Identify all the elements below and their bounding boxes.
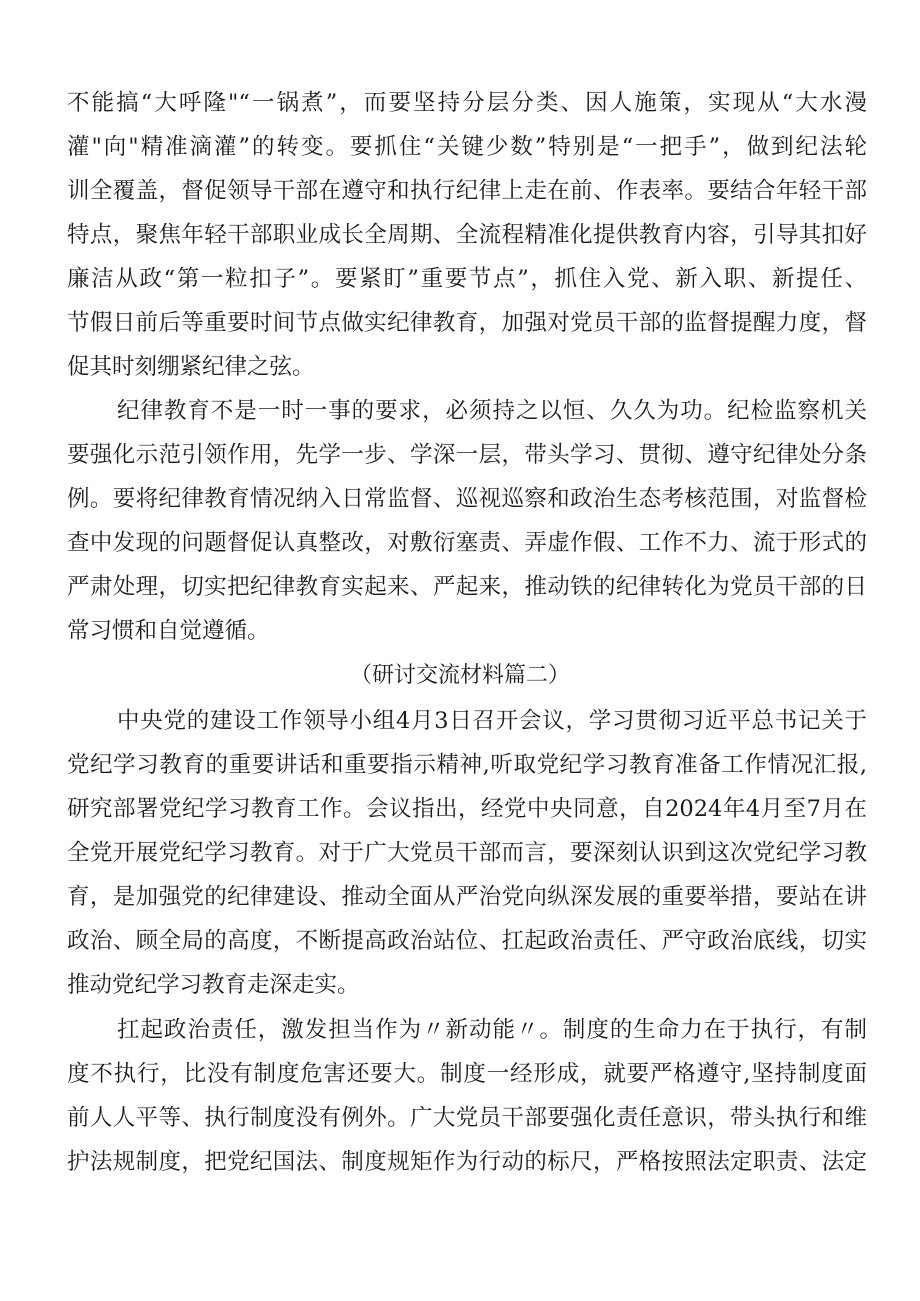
paragraph-line: 纪律教育不是一时一事的要求，必须持之以恒、久久为功。纪检监察机关 (117, 398, 867, 424)
paragraph-line: 常习惯和自觉遵循。 (67, 618, 270, 644)
paragraph-line: 查中发现的问题督促认真整改，对敷衍塞责、弄虚作假、工作不力、流于形式的 (67, 530, 867, 556)
paragraph-line: 前人人平等、执行制度没有例外。广大党员干部要强化责任意识，带头执行和维 (67, 1105, 867, 1131)
paragraph-line: 扛起政治责任，激发担当作为〃新动能〃。制度的生命力在于执行，有制 (117, 1017, 867, 1043)
paragraph-line: 护法规制度，把党纪国法、制度规矩作为行动的标尺，严格按照法定职责、法定 (67, 1149, 867, 1175)
paragraph-line: 例。要将纪律教育情况纳入日常监督、巡视巡察和政治生态考核范围，对监督检 (67, 486, 867, 512)
paragraph-line: 不能搞“大呼隆"“一锅煮”，而要坚持分层分类、因人施策，实现从“大水漫 (67, 90, 867, 116)
paragraph-line: 政治、顾全局的高度，不断提高政治站位、扛起政治责任、严守政治底线，切实 (67, 928, 867, 954)
paragraph-line: 廉洁从政“第一粒扣子”。要紧盯”重要节点”，抓住入党、新入职、新提任、 (67, 266, 867, 292)
paragraph-line: 党纪学习教育的重要讲话和重要指示精神,听取党纪学习教育准备工作情况汇报, (67, 752, 867, 778)
paragraph-line: 全党开展党纪学习教育。对于广大党员干部而言，要深刻认识到这次党纪学习教 (67, 840, 867, 866)
paragraph-line: 训全覆盖，督促领导干部在遵守和执行纪律上走在前、作表率。要结合年轻干部 (67, 178, 867, 204)
paragraph-line: 严肃处理，切实把纪律教育实起来、严起来，推动铁的纪律转化为党员干部的日 (67, 574, 867, 600)
paragraph-line: 中央党的建设工作领导小组4月3日召开会议，学习贯彻习近平总书记关于 (117, 708, 867, 734)
paragraph-line: 育，是加强党的纪律建设、推动全面从严治党向纵深发展的重要举措，要站在讲 (67, 884, 867, 910)
paragraph-line: 特点，聚焦年轻干部职业成长全周期、全流程精准化提供教育内容，引导其扣好 (67, 222, 867, 248)
paragraph-line: 度不执行，比没有制度危害还要大。制度一经形成，就要严格遵守,坚持制度面 (67, 1061, 867, 1087)
paragraph-line: 推动党纪学习教育走深走实。 (67, 972, 360, 998)
paragraph-line: 要强化示范引领作用，先学一步、学深一层，带头学习、贯彻、遵守纪律处分条 (67, 442, 867, 468)
paragraph-line: 研究部署党纪学习教育工作。会议指出，经党中央同意，自2024年4月至7月在 (67, 796, 867, 822)
paragraph-line: 节假日前后等重要时间节点做实纪律教育，加强对党员干部的监督提醒力度，督 (67, 310, 867, 336)
section-heading: （研讨交流材料篇二） (349, 663, 570, 688)
paragraph-line: 促其时刻绷紧纪律之弦。 (67, 354, 315, 380)
paragraph-line: 灌"向"精准滴灌”的转变。要抓住“关键少数”特别是“一把手”，做到纪法轮 (67, 134, 867, 160)
